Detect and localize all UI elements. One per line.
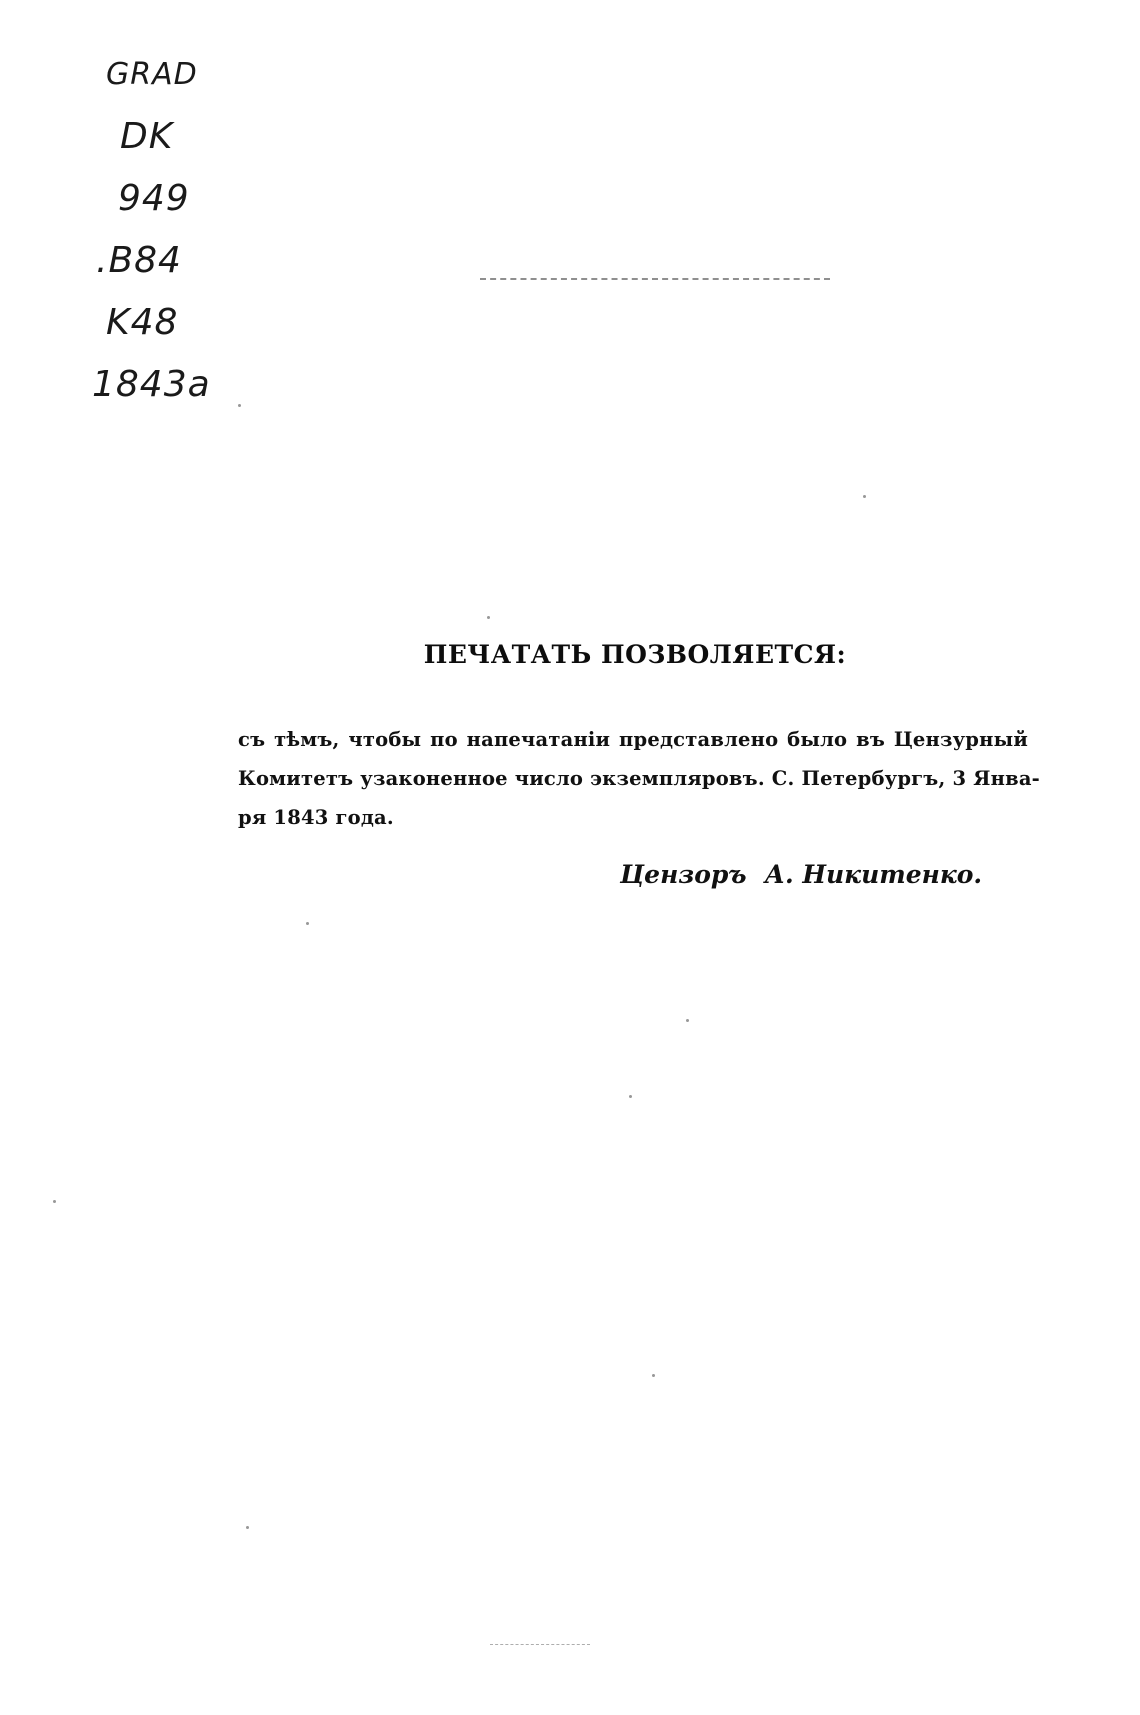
dashed-rule — [480, 278, 830, 280]
signature-role: Цензоръ — [620, 860, 747, 889]
text-line: съ тѣмъ, чтобы по напечатаніи представлено было въ Цензурный — [238, 728, 1028, 751]
ink-speck — [246, 1526, 249, 1529]
ink-speck — [863, 495, 866, 498]
censor-signature — [620, 860, 1040, 889]
ink-speck — [686, 1019, 689, 1022]
ink-speck — [53, 1200, 56, 1203]
ink-speck — [629, 1095, 632, 1098]
signature-name: А. Никитенко. — [764, 860, 983, 889]
library-call-number — [88, 44, 238, 416]
text-line: ря 1843 года. — [238, 806, 394, 829]
page-heading: ПЕЧАТАТЬ ПОЗВОЛЯЕТСЯ: — [423, 640, 847, 669]
call-number-line: 1843a — [92, 364, 211, 405]
call-number-line: K48 — [106, 302, 179, 343]
ink-speck — [306, 922, 309, 925]
text-line: Комитетъ узаконенное число экземпляровъ. С. Петербургъ, 3 Янва- — [238, 767, 1040, 790]
ink-speck — [487, 616, 490, 619]
call-number-line: 949 — [118, 178, 190, 219]
call-number-line: DK — [120, 116, 174, 157]
ink-speck — [652, 1374, 655, 1377]
censorship-permission-text — [238, 720, 1040, 837]
dashed-rule — [490, 1644, 590, 1645]
call-number-line: .B84 — [96, 240, 182, 281]
call-number-line: GRAD — [106, 57, 198, 92]
ink-speck — [238, 404, 241, 407]
